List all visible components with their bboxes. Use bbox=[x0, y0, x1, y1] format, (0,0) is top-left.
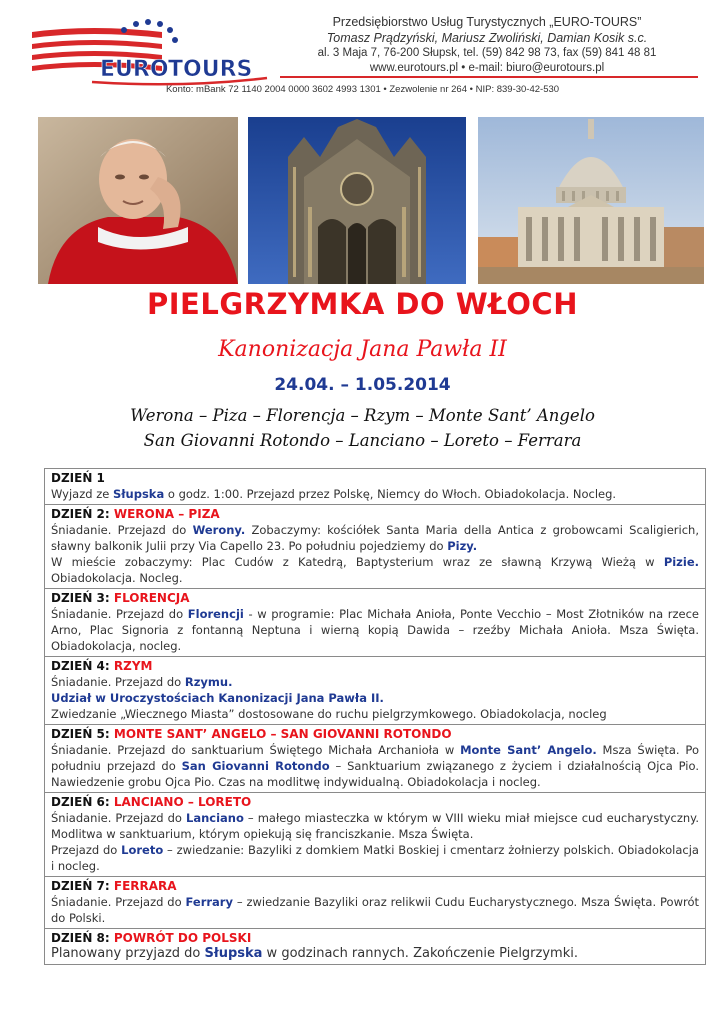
letterhead bbox=[0, 0, 725, 108]
day-label: DZIEŃ 2: bbox=[51, 507, 114, 521]
description-text: Śniadanie. Przejazd do bbox=[51, 523, 193, 537]
route-line-1: Werona – Piza – Florencja – Rzym – Monte Sant’ Angelo bbox=[130, 406, 595, 425]
day-place: MONTE SANT’ ANGELO – SAN GIOVANNI ROTONDO bbox=[113, 727, 452, 741]
day-label: DZIEŃ 4: bbox=[51, 659, 114, 673]
cathedral-photo bbox=[248, 117, 466, 284]
description-text: Przejazd do bbox=[51, 843, 122, 857]
day-description bbox=[51, 554, 699, 586]
day-row bbox=[45, 504, 705, 588]
day-place: LANCIANO – LORETO bbox=[113, 795, 252, 809]
highlighted-place: Lanciano bbox=[186, 811, 244, 825]
description-text: o godz. 1:00. Przejazd przez Polskę, Niemcy do Włoch. Obiadokolacja. Nocleg. bbox=[164, 487, 617, 501]
company-info bbox=[282, 14, 692, 76]
highlighted-place: Słupska bbox=[204, 946, 263, 961]
day-heading bbox=[51, 470, 699, 486]
highlighted-place: Werony. bbox=[192, 523, 246, 537]
day-place: POWRÓT DO POLSKI bbox=[113, 931, 252, 945]
basilica-photo bbox=[478, 117, 704, 284]
day-row bbox=[45, 792, 705, 876]
description-text: Obiadokolacja. Nocleg. bbox=[51, 571, 183, 585]
highlighted-place: Udział w Uroczystościach Kanonizacji Jana Pawła II. bbox=[51, 691, 384, 705]
description-text: W mieście zobaczymy: Plac Cudów z Katedrą, Baptysterium wraz ze sławną Krzywą Wieżą w bbox=[51, 555, 664, 569]
company-name: Przedsiębiorstwo Usług Turystycznych „EURO-TOURS” bbox=[332, 15, 642, 29]
day-heading bbox=[51, 658, 699, 674]
day-label: DZIEŃ 6: bbox=[51, 795, 114, 809]
day-heading bbox=[51, 506, 699, 522]
header-divider bbox=[280, 76, 698, 78]
day-heading bbox=[51, 930, 699, 946]
description-text: Śniadanie. Przejazd do bbox=[51, 895, 186, 909]
day-place: RZYM bbox=[113, 659, 153, 673]
description-text: Śniadanie. Przejazd do bbox=[51, 675, 185, 689]
description-text: – małego miasteczka w którym w VIII wieku miał miejsce cud eucharystyczny. Modlitwa w sanktuarium, którym opiekują się franciszkanie. Msza Święta. bbox=[51, 811, 699, 841]
svg-text:TOURS: TOURS bbox=[168, 57, 253, 82]
day-row bbox=[45, 724, 705, 792]
highlighted-place: Słupska bbox=[112, 487, 165, 501]
highlighted-place: Pizy. bbox=[447, 539, 478, 553]
highlighted-place: San Giovanni Rotondo bbox=[181, 759, 330, 773]
day-label: DZIEŃ 8: bbox=[51, 931, 114, 945]
day-place: FLORENCJA bbox=[113, 591, 190, 605]
day-description bbox=[51, 742, 699, 790]
day-description bbox=[51, 894, 699, 926]
description-text: Śniadanie. Przejazd do bbox=[51, 607, 188, 621]
description-text: - w programie: Plac Michała Anioła, Ponte Vecchio – Most Złotników na rzece Arno, Plac Signoria z fontanną Neptuna i wierną kopią Dawida – rzeźby Michała Anioła. Msza Święta. Obiadokolacja, nocleg. bbox=[51, 607, 699, 653]
description-text: Msza Święta. Po południu przejazd do bbox=[51, 743, 699, 773]
description-text: – Sanktuarium związanego z życiem i działalnością Ojca Pio. Nawiedzenie grobu Ojca Pio. Czas na modlitwę indywidualną. Obiadokolacja i nocleg. bbox=[51, 759, 699, 789]
highlighted-place: Florencji bbox=[187, 607, 244, 621]
highlighted-place: Rzymu. bbox=[184, 675, 233, 689]
day-description bbox=[51, 810, 699, 842]
day-description bbox=[51, 486, 699, 502]
day-description bbox=[51, 706, 699, 722]
description-text: Wyjazd ze bbox=[51, 487, 113, 501]
bank-account-line: Konto: mBank 72 1140 2004 0000 3602 4993 1301 • Zezwolenie nr 264 • NIP: 839-30-42-530 bbox=[165, 84, 560, 95]
day-label: DZIEŃ 7: bbox=[51, 879, 114, 893]
day-place: WERONA – PIZA bbox=[113, 507, 220, 521]
description-text: w godzinach rannych. Zakończenie Pielgrzymki. bbox=[262, 946, 578, 961]
day-label: DZIEŃ 5: bbox=[51, 727, 114, 741]
company-address: al. 3 Maja 7, 76-200 Słupsk, tel. (59) 842 98 73, fax (59) 841 48 81 bbox=[317, 47, 657, 59]
page-title: PIELGRZYMKA DO WŁOCH bbox=[147, 287, 578, 321]
day-description bbox=[51, 690, 699, 706]
day-description bbox=[51, 674, 699, 690]
day-heading bbox=[51, 590, 699, 606]
highlighted-place: Loreto bbox=[121, 843, 164, 857]
highlighted-place: Pizie. bbox=[663, 555, 699, 569]
page-subtitle: Kanonizacja Jana Pawła II bbox=[218, 337, 507, 362]
day-description bbox=[51, 842, 699, 874]
day-row bbox=[45, 588, 705, 656]
trip-dates: 24.04. – 1.05.2014 bbox=[274, 375, 451, 395]
description-text: Śniadanie. Przejazd do bbox=[51, 811, 186, 825]
itinerary-table bbox=[44, 468, 706, 965]
day-description bbox=[51, 606, 699, 654]
description-text: – zwiedzanie: Bazyliki z domkiem Matki Boskiej i cmentarz żołnierzy polskich. Obiadokolacja i nocleg. bbox=[51, 843, 699, 873]
description-text: Zobaczymy: kościółek Santa Maria della Antica z grobowcami Scaligierich, sławny balkonik Julii przy Via Capello 23. Po południu pojedziemy do bbox=[51, 523, 699, 553]
day-row bbox=[45, 469, 705, 504]
day-row bbox=[45, 928, 705, 964]
day-row bbox=[45, 656, 705, 724]
day-description bbox=[51, 522, 699, 554]
route-line-2: San Giovanni Rotondo – Lanciano – Loreto – Ferrara bbox=[143, 431, 582, 450]
company-owners: Tomasz Prądzyński, Mariusz Zwoliński, Damian Kosik s.c. bbox=[326, 31, 648, 45]
day-heading bbox=[51, 878, 699, 894]
company-web-email[interactable]: www.eurotours.pl • e-mail: biuro@eurotours.pl bbox=[369, 62, 605, 74]
day-place: FERRARA bbox=[113, 879, 177, 893]
day-heading bbox=[51, 794, 699, 810]
highlighted-place: Monte Sant’ Angelo. bbox=[460, 743, 597, 757]
day-row bbox=[45, 876, 705, 928]
day-label: DZIEŃ 1 bbox=[51, 471, 105, 485]
svg-text:EURO: EURO bbox=[100, 57, 169, 82]
day-heading bbox=[51, 726, 699, 742]
description-text: Planowany przyjazd do bbox=[51, 946, 205, 961]
description-text: Śniadanie. Przejazd do sanktuarium Świętego Michała Archanioła w bbox=[51, 743, 461, 757]
description-text: – zwiedzanie Bazyliki oraz relikwii Cudu Eucharystycznego. Msza Święta. Powrót do Polski. bbox=[51, 895, 699, 925]
day-label: DZIEŃ 3: bbox=[51, 591, 114, 605]
day-description bbox=[51, 946, 699, 962]
pope-photo bbox=[38, 117, 238, 284]
description-text: Zwiedzanie „Wiecznego Miasta” dostosowane do ruchu pielgrzymkowego. Obiadokolacja, nocleg bbox=[51, 707, 607, 721]
highlighted-place: Ferrary bbox=[185, 895, 233, 909]
